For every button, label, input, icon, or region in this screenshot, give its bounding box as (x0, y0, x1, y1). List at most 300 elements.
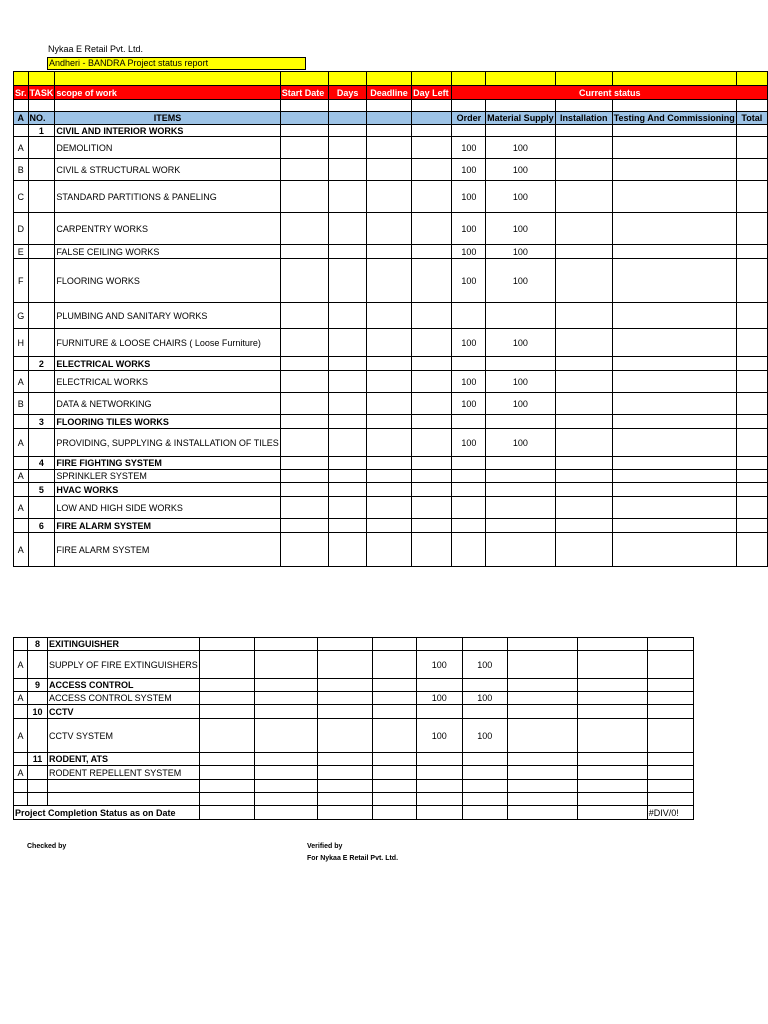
empty-cell (412, 429, 452, 457)
empty-cell (280, 429, 329, 457)
empty-cell (366, 371, 411, 393)
row-no: 9 (28, 679, 48, 692)
row-order: 100 (452, 245, 486, 259)
empty-cell (254, 651, 317, 679)
empty-cell (555, 125, 612, 137)
empty-cell (555, 137, 612, 159)
empty-cell (555, 303, 612, 329)
empty-cell (612, 371, 736, 393)
row-item: RODENT REPELLENT SYSTEM (48, 766, 200, 780)
row-order (452, 303, 486, 329)
row-order (416, 793, 462, 806)
subheader-order: Order (452, 112, 486, 125)
row-sr: A (14, 533, 29, 567)
row-sr: A (14, 766, 28, 780)
empty-cell (366, 497, 411, 519)
row-item: FURNITURE & LOOSE CHAIRS ( Loose Furniture) (55, 329, 280, 357)
empty-cell (612, 137, 736, 159)
row-no: 3 (28, 415, 55, 429)
row-supply (486, 357, 556, 371)
row-supply: 100 (486, 329, 556, 357)
subheader-material-supply: Material Supply (487, 113, 554, 123)
row-sr (14, 638, 28, 651)
empty-cell (412, 213, 452, 245)
table-row (14, 780, 694, 793)
row-sr: A (14, 371, 29, 393)
row-sr (14, 519, 29, 533)
row-supply (462, 638, 507, 651)
empty-cell (647, 651, 693, 679)
status-table-2 (13, 637, 694, 820)
empty-cell (555, 457, 612, 470)
empty-cell (329, 125, 366, 137)
empty-cell (647, 692, 693, 705)
row-supply (486, 533, 556, 567)
empty-cell (612, 415, 736, 429)
empty-cell (736, 429, 767, 457)
empty-cell (412, 259, 452, 303)
row-order (452, 125, 486, 137)
empty-cell (366, 159, 411, 181)
empty-cell (555, 159, 612, 181)
row-supply: 100 (486, 371, 556, 393)
row-item: ACCESS CONTROL SYSTEM (48, 692, 200, 705)
table-row (14, 429, 768, 457)
empty-cell (612, 329, 736, 357)
row-sr: G (14, 303, 29, 329)
row-order: 100 (452, 371, 486, 393)
empty-cell (199, 793, 254, 806)
empty-cell (199, 651, 254, 679)
empty-cell (329, 159, 366, 181)
empty-cell (612, 259, 736, 303)
empty-cell (329, 245, 366, 259)
row-no (28, 429, 55, 457)
empty-cell (366, 393, 411, 415)
empty-cell (254, 766, 317, 780)
empty-cell (280, 159, 329, 181)
row-supply (486, 470, 556, 483)
empty-cell (254, 780, 317, 793)
row-order: 100 (452, 159, 486, 181)
row-item: CARPENTRY WORKS (55, 213, 280, 245)
row-sr (14, 457, 29, 470)
row-supply (462, 753, 507, 766)
subheader-installation: Installation (555, 112, 612, 125)
empty-cell (736, 393, 767, 415)
row-order (416, 766, 462, 780)
empty-cell (555, 357, 612, 371)
row-sr: H (14, 329, 29, 357)
row-item: ACCESS CONTROL (48, 679, 200, 692)
row-no (28, 470, 55, 483)
empty-cell (329, 533, 366, 567)
empty-cell (555, 415, 612, 429)
empty-cell (612, 125, 736, 137)
row-no: 4 (28, 457, 55, 470)
empty-cell (412, 181, 452, 213)
report-title: Andheri - BANDRA Project status report (47, 57, 306, 70)
empty-cell (366, 483, 411, 497)
empty-cell (412, 497, 452, 519)
table-row (14, 753, 694, 766)
empty-cell (372, 679, 416, 692)
table-row (14, 533, 768, 567)
row-supply (486, 125, 556, 137)
empty-cell (366, 329, 411, 357)
row-supply: 100 (486, 137, 556, 159)
empty-cell (329, 329, 366, 357)
empty-cell (280, 497, 329, 519)
row-item: FLOORING WORKS (55, 259, 280, 303)
row-sr (14, 679, 28, 692)
empty-cell (366, 303, 411, 329)
empty-cell (372, 719, 416, 753)
empty-cell (366, 457, 411, 470)
row-supply (486, 483, 556, 497)
empty-cell (736, 519, 767, 533)
empty-cell (555, 259, 612, 303)
empty-cell (280, 125, 329, 137)
empty-cell (507, 793, 577, 806)
empty-cell (647, 719, 693, 753)
empty-cell (577, 753, 647, 766)
row-order (452, 533, 486, 567)
table-row (14, 371, 768, 393)
empty-cell (280, 303, 329, 329)
empty-cell (612, 245, 736, 259)
table-row (14, 793, 694, 806)
row-item: EXITINGUISHER (48, 638, 200, 651)
table-row (14, 470, 768, 483)
empty-cell (736, 303, 767, 329)
empty-cell (555, 393, 612, 415)
empty-cell (412, 357, 452, 371)
empty-cell (254, 705, 317, 719)
empty-cell (317, 766, 372, 780)
empty-cell (329, 303, 366, 329)
empty-cell (736, 125, 767, 137)
empty-cell (612, 457, 736, 470)
empty-cell (254, 692, 317, 705)
empty-cell (612, 533, 736, 567)
empty-cell (507, 679, 577, 692)
header-days: Days (329, 86, 366, 100)
empty-cell (555, 213, 612, 245)
empty-cell (254, 753, 317, 766)
empty-cell (647, 780, 693, 793)
empty-cell (736, 181, 767, 213)
row-order: 100 (452, 259, 486, 303)
table-row (14, 393, 768, 415)
empty-cell (199, 705, 254, 719)
table-row (14, 159, 768, 181)
empty-cell (329, 429, 366, 457)
header-current-status: Current status (452, 86, 768, 100)
header-sr: Sr. (15, 87, 27, 98)
row-no: 5 (28, 483, 55, 497)
row-item: FLOORING TILES WORKS (55, 415, 280, 429)
table-row (14, 766, 694, 780)
row-item (48, 780, 200, 793)
row-supply (486, 303, 556, 329)
empty-cell (280, 259, 329, 303)
row-item: HVAC WORKS (55, 483, 280, 497)
empty-cell (412, 470, 452, 483)
row-sr: A (14, 429, 29, 457)
row-item: PLUMBING AND SANITARY WORKS (55, 303, 280, 329)
empty-cell (372, 692, 416, 705)
empty-cell (366, 213, 411, 245)
table-row (14, 705, 694, 719)
row-supply: 100 (486, 259, 556, 303)
company-name: Nykaa E Retail Pvt. Ltd. (48, 44, 144, 54)
empty-cell (412, 457, 452, 470)
empty-cell (612, 181, 736, 213)
empty-cell (507, 692, 577, 705)
row-no (28, 393, 55, 415)
yellow-spacer-row (14, 72, 768, 86)
row-order (416, 780, 462, 793)
empty-cell (577, 705, 647, 719)
row-sr (14, 483, 29, 497)
row-order (452, 457, 486, 470)
row-order: 100 (452, 329, 486, 357)
empty-cell (555, 245, 612, 259)
empty-cell (329, 519, 366, 533)
empty-cell (736, 357, 767, 371)
row-order (416, 705, 462, 719)
empty-cell (555, 329, 612, 357)
row-item: FIRE ALARM SYSTEM (55, 533, 280, 567)
empty-cell (366, 181, 411, 213)
row-no: 6 (28, 519, 55, 533)
empty-cell (647, 638, 693, 651)
row-no (28, 213, 55, 245)
table-row (14, 519, 768, 533)
row-supply: 100 (462, 651, 507, 679)
empty-cell (577, 780, 647, 793)
table-row (14, 457, 768, 470)
empty-cell (577, 638, 647, 651)
row-order (452, 415, 486, 429)
row-no (28, 497, 55, 519)
table-row (14, 245, 768, 259)
empty-cell (329, 259, 366, 303)
row-item: PROVIDING, SUPPLYING & INSTALLATION OF TILES (55, 429, 280, 457)
row-no: 2 (28, 357, 55, 371)
table-row (14, 638, 694, 651)
empty-cell (366, 245, 411, 259)
empty-cell (280, 519, 329, 533)
row-no: 8 (28, 638, 48, 651)
row-sr (14, 780, 28, 793)
table-row (14, 719, 694, 753)
row-item: CCTV SYSTEM (48, 719, 200, 753)
empty-cell (647, 766, 693, 780)
empty-cell (612, 303, 736, 329)
row-sr (14, 357, 29, 371)
subheader-a: A (14, 112, 29, 125)
empty-cell (317, 753, 372, 766)
row-no (28, 719, 48, 753)
row-order (416, 753, 462, 766)
completion-total: #DIV/0! (647, 806, 693, 820)
empty-cell (507, 753, 577, 766)
row-item: FIRE FIGHTING SYSTEM (55, 457, 280, 470)
empty-cell (555, 519, 612, 533)
empty-cell (329, 497, 366, 519)
row-order: 100 (452, 137, 486, 159)
empty-cell (329, 457, 366, 470)
empty-cell (412, 303, 452, 329)
row-sr: A (14, 651, 28, 679)
row-no (28, 159, 55, 181)
empty-cell (612, 159, 736, 181)
row-no (28, 692, 48, 705)
empty-cell (366, 470, 411, 483)
empty-cell (317, 638, 372, 651)
row-order (452, 519, 486, 533)
row-no: 10 (28, 705, 48, 719)
row-order: 100 (452, 181, 486, 213)
empty-cell (412, 159, 452, 181)
empty-cell (366, 415, 411, 429)
row-item: CCTV (48, 705, 200, 719)
table-row (14, 692, 694, 705)
row-no (28, 371, 55, 393)
row-sr: B (14, 159, 29, 181)
empty-cell (280, 470, 329, 483)
empty-cell (199, 719, 254, 753)
empty-cell (366, 125, 411, 137)
subheader-testing: Testing And Commissioning (613, 113, 735, 123)
empty-cell (507, 719, 577, 753)
empty-cell (329, 181, 366, 213)
empty-cell (280, 393, 329, 415)
empty-cell (317, 793, 372, 806)
table-row (14, 137, 768, 159)
empty-cell (317, 705, 372, 719)
row-supply (462, 780, 507, 793)
empty-cell (412, 125, 452, 137)
row-item: DEMOLITION (55, 137, 280, 159)
header-deadline: Deadline (366, 86, 411, 100)
empty-cell (555, 371, 612, 393)
row-supply (486, 519, 556, 533)
empty-cell (736, 371, 767, 393)
row-order (452, 497, 486, 519)
row-order (416, 638, 462, 651)
completion-row (14, 806, 694, 820)
empty-cell (254, 719, 317, 753)
empty-cell (736, 415, 767, 429)
row-item: ELECTRICAL WORKS (55, 357, 280, 371)
row-no (28, 259, 55, 303)
empty-cell (736, 470, 767, 483)
header-row (14, 86, 768, 100)
empty-cell (612, 483, 736, 497)
empty-cell (647, 705, 693, 719)
row-supply: 100 (486, 159, 556, 181)
empty-cell (372, 753, 416, 766)
row-supply (486, 497, 556, 519)
row-no (28, 766, 48, 780)
empty-cell (366, 519, 411, 533)
status-table-1 (13, 71, 768, 567)
row-item: ELECTRICAL WORKS (55, 371, 280, 393)
empty-cell (280, 357, 329, 371)
empty-cell (372, 780, 416, 793)
row-no: 1 (28, 125, 55, 137)
row-sr: B (14, 393, 29, 415)
row-item: LOW AND HIGH SIDE WORKS (55, 497, 280, 519)
row-order: 100 (416, 692, 462, 705)
empty-cell (577, 679, 647, 692)
row-sr (14, 793, 28, 806)
row-sr: A (14, 692, 28, 705)
row-no (28, 533, 55, 567)
row-sr: A (14, 719, 28, 753)
empty-cell (254, 679, 317, 692)
row-no (28, 780, 48, 793)
table-row (14, 483, 768, 497)
empty-cell (412, 245, 452, 259)
empty-cell (412, 137, 452, 159)
empty-cell (612, 213, 736, 245)
empty-cell (412, 393, 452, 415)
empty-cell (199, 679, 254, 692)
table-row (14, 259, 768, 303)
row-no (28, 651, 48, 679)
row-sr (14, 125, 29, 137)
empty-cell (736, 533, 767, 567)
empty-cell (372, 793, 416, 806)
empty-cell (366, 259, 411, 303)
row-item: DATA & NETWORKING (55, 393, 280, 415)
row-item: CIVIL & STRUCTURAL WORK (55, 159, 280, 181)
row-item (48, 793, 200, 806)
row-order: 100 (416, 719, 462, 753)
empty-cell (647, 793, 693, 806)
row-sr: E (14, 245, 29, 259)
row-item: STANDARD PARTITIONS & PANELING (55, 181, 280, 213)
row-order: 100 (452, 393, 486, 415)
empty-cell (736, 213, 767, 245)
empty-cell (507, 705, 577, 719)
table-row (14, 679, 694, 692)
row-sr (14, 753, 28, 766)
header-task: TASK (29, 87, 54, 98)
empty-cell (366, 137, 411, 159)
row-no (28, 303, 55, 329)
empty-cell (612, 357, 736, 371)
empty-cell (329, 371, 366, 393)
empty-cell (254, 638, 317, 651)
table-row (14, 651, 694, 679)
empty-cell (329, 357, 366, 371)
subheader-no: NO. (28, 112, 55, 125)
empty-cell (555, 533, 612, 567)
row-sr (14, 415, 29, 429)
empty-cell (280, 371, 329, 393)
empty-cell (366, 533, 411, 567)
empty-cell (612, 470, 736, 483)
empty-cell (612, 519, 736, 533)
row-item: CIVIL AND INTERIOR WORKS (55, 125, 280, 137)
empty-cell (372, 705, 416, 719)
row-order (452, 483, 486, 497)
